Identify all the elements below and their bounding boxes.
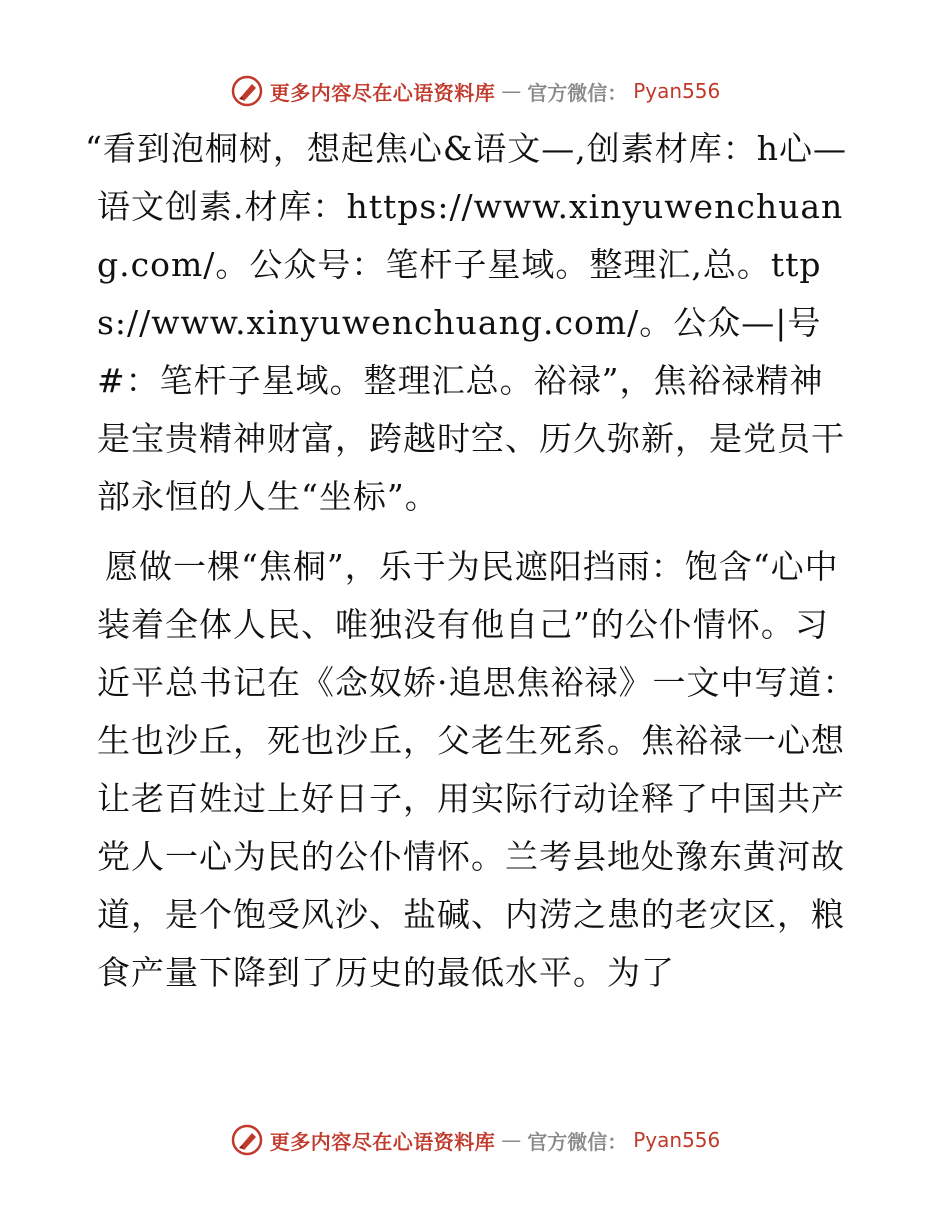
- footer-banner: [0, 1120, 950, 1160]
- banner-wechat-label: 官方微信：: [527, 80, 628, 105]
- pen-nib-logo-icon: [230, 74, 264, 108]
- header-banner: [0, 71, 950, 111]
- banner-separator: —: [501, 1128, 522, 1152]
- banner-separator: —: [501, 79, 522, 103]
- document-body: [85, 120, 857, 1002]
- banner-title: 更多内容尽在心语资料库: [269, 80, 496, 105]
- banner-wechat-id: Pyan556: [633, 1128, 721, 1152]
- banner-wechat-id: Pyan556: [633, 79, 721, 103]
- pen-nib-logo-icon: [230, 1123, 264, 1157]
- paragraph-2: 愿做一棵“焦桐”，乐于为民遮阳挡雨：饱含“心中装着全体人民、唯独没有他自己”的公仆情怀。习近平总书记在《念奴娇·追思焦裕禄》一文中写道：生也沙丘，死也沙丘，父老生死系。焦裕禄一心想让老百姓过上好日子，用实际行动诠释了中国共产党人一心为民的公仆情怀。兰考县地处豫东黄河故道，是个饱受风沙、盐碱、内涝之患的老灾区，粮食产量下降到了历史的最低水平。为了: [97, 547, 857, 992]
- banner-title: 更多内容尽在心语资料库: [269, 1129, 496, 1154]
- paragraph-1: “看到泡桐树，想起焦心&语文—,创素材库：h心—语文创素.材库：https://www.xinyuwenchuang.com/。公众号：笔杆子星域。整理汇,总。ttps://www.xinyuwenchuang.com/。公众—|号#：笔杆子星域。整理汇总。裕禄”，焦裕禄精神是宝贵精神财富，跨越时空、历久弥新，是党员干部永恒的人生“坐标”。: [85, 129, 847, 516]
- banner-wechat-label: 官方微信：: [527, 1129, 628, 1154]
